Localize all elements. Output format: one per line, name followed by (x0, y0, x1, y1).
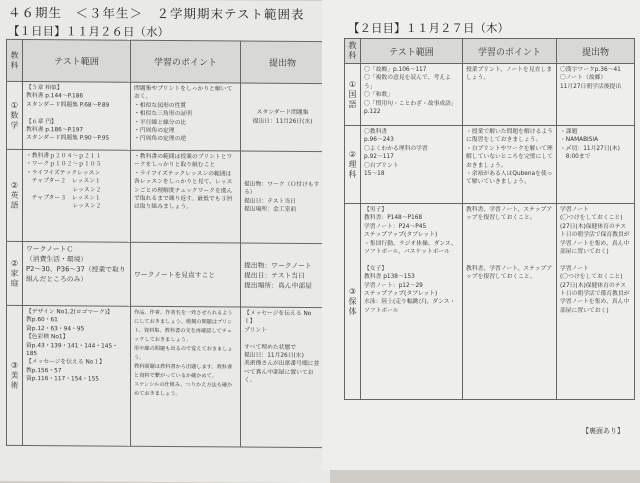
table-row (345, 126, 635, 204)
range-cell: 【デザイン No1,2(ロゴマーク)】 教p.60・61 資p.12・63・94・95 【色彩検 No1】 資p.43・139・141・144・145・185 【メッセージを伝える No１】 教p.156・57 資p.116・117・154・155 (23, 306, 131, 447)
col-subject: 教 科 (7, 39, 23, 81)
range-cell: 【男子】 教科書：P148～P168 学習ノート：P24～P45 ステップアップ(タブレット) ・集団行動、ラジオ体操、ダンス、ソフトボール、バスケットボール 【女子】 教科書 p138～153 学習ノート：p12～29 ステップアップ(タブレット) 水泳：陸上(走り幅跳び)、ダンス・ソフトボール (361, 204, 463, 400)
col-submission: 提出物 (557, 39, 635, 64)
submission-cell: スタンダード問題集 提出日：11月26日(水) (241, 83, 325, 152)
points-cell: 作品、作者、作者名を一致させられるようにしておきましょう。模擬の問題はプリント、資料集、教科書の文を再確認してチェックしておきましょう。 形や線の問題も出るので覚えておきましょう。 教科問題は教科書から出題します。教科書と資料で繋がっているか確かめて。 ステンシルの仕組み、つりかえ方法も確かめておきましょう。 (131, 306, 241, 447)
submission-cell: 学習ノート (〇つけをしておくこと) (27日(木)保健体育のテスト日の朝学活で保育教員が学習ノートを集め、真ん中部屋に置いておく) 学習ノート (〇つけをしておくこと) (27日(木)保健体育のテスト日の朝学活で係育教員が学習ノートを集め、真ん中部屋に置いておく) (557, 204, 635, 400)
col-points: 学習のポイント (463, 39, 557, 64)
subject-science: ② 理科 (345, 126, 361, 204)
subject-pe-health: ③ 保体 (345, 204, 361, 400)
range-cell: 〇「故郷」p.106～117 〇「複数の意見を読んで、考えよう」 〇「和歌」 〇「慣用句・ことわざ・故事成語」p.122 (361, 64, 463, 126)
table-row (7, 81, 325, 151)
submission-cell: 提出物：ワークノート 提出日：テスト当日 提出場所：真ん中部屋 (241, 243, 325, 308)
back-side-note: 【裏面あり】 (582, 427, 624, 435)
col-subject: 教 科 (345, 39, 361, 64)
points-cell: 授業プリント、ノートを見直しましょう。 (463, 64, 557, 126)
submission-cell: 【メッセージを伝える No１】 プリント すべて埋めた状態で 提出日：11月26日(水) 美術係さんが出席番号順に並べて真ん中部屋に置いておく。 (241, 307, 325, 448)
range-cell: ・教科書ｐ２０４～ｐ２１１ ・ワークｐ１０２～ｐ１０５ ・ライフイズテックレッスン チャプター２ レッスン１ レッスン２ チャプター３ レッスン１ レッスン２ (23, 150, 131, 243)
points-cell: ・教科書の範囲は授業のプリントとワークをしっかりと取り組むこと ・ライフイズテックレッスンの範囲は各レッスンをしっかりと見て、レッスンごとの理解度チェックワークを進んで取れるまで繰り返す。最低でも３回は取り組みましょう。 (131, 150, 241, 243)
points-cell: ワークノートを見直すこと (131, 242, 241, 307)
range-cell: 〇教科書 p.96～243 〇よくわかる理科の学習 p.92～117 〇自プリント 15～18 (361, 126, 463, 204)
submission-cell: ・課題 ・NAMABISIA ・〆切：11月27日(木) 8:00まで (557, 126, 635, 204)
day2-table (344, 38, 635, 400)
page-title: ４６期生 ＜３年生＞ ２学期期末テスト範囲表 (8, 4, 305, 22)
col-points: 学習のポイント (131, 40, 241, 83)
points-cell: ・授業で解いた問題を解けるように復習をしておきましょう。 ・自プリントやワークを解いて理解していないところを完璧にしておきましょう。 ・余裕がある人はQubenaを使って解いていきましょう。 (463, 126, 557, 204)
subject-english: ② 英語 (7, 149, 23, 241)
day1-table (6, 39, 325, 448)
col-range: テスト範囲 (23, 40, 131, 83)
range-cell: 【５章 相似】 教科書 p.144～P.186 スタンダード問題集 P.68～P.89 【６章 円】 教科書 p.186～P.197 スタンダード問題集 P.90～P.95 (23, 82, 131, 151)
submission-cell: 提出物：ワーク（Ｏ付けもする） 提出日：テスト当日 提出場所：金工室前 (241, 151, 325, 244)
day1-heading: 【１日目】１１月２６日（水） (8, 23, 169, 40)
day2-heading: 【２日目】１１月２７日（木） (348, 21, 509, 35)
table-row (7, 149, 325, 243)
subject-japanese: ① 国語 (345, 64, 361, 126)
col-submission: 提出物 (241, 41, 325, 84)
subject-math: ① 数学 (7, 81, 23, 149)
points-cell: 教科書、学習ノート、ステップアップを復習しておくこと。 教科書、学習ノート、ステップアップを復習しておくこと。 (463, 204, 557, 400)
table-row (7, 305, 325, 447)
day2-header-row (345, 39, 635, 64)
table-row (345, 64, 635, 126)
subject-art: ③ 美術 (7, 305, 23, 445)
range-cell: ワークノートＣ （消費生活・環境） P2～30、P36～37（授業で取り組んだところのみ） (23, 242, 131, 307)
col-range: テスト範囲 (361, 39, 463, 64)
subject-home-economics: ② 家庭 (7, 241, 23, 305)
table-row (345, 204, 635, 400)
table-row (7, 241, 325, 307)
submission-cell: 〇漢字ワークp.36～41 〇ノート（故郷） 11月27日朝学活後提出 (557, 64, 635, 126)
day1-header-row (7, 39, 325, 83)
points-cell: 問題集やプリントをしっかりと解いておく。 ・相似な図形の性質 ・相似な三角形の証明 ・平行線と線分の比 ・円周角の定理 ・円周角の定理の逆 (131, 82, 241, 151)
day2-sheet (322, 0, 640, 470)
